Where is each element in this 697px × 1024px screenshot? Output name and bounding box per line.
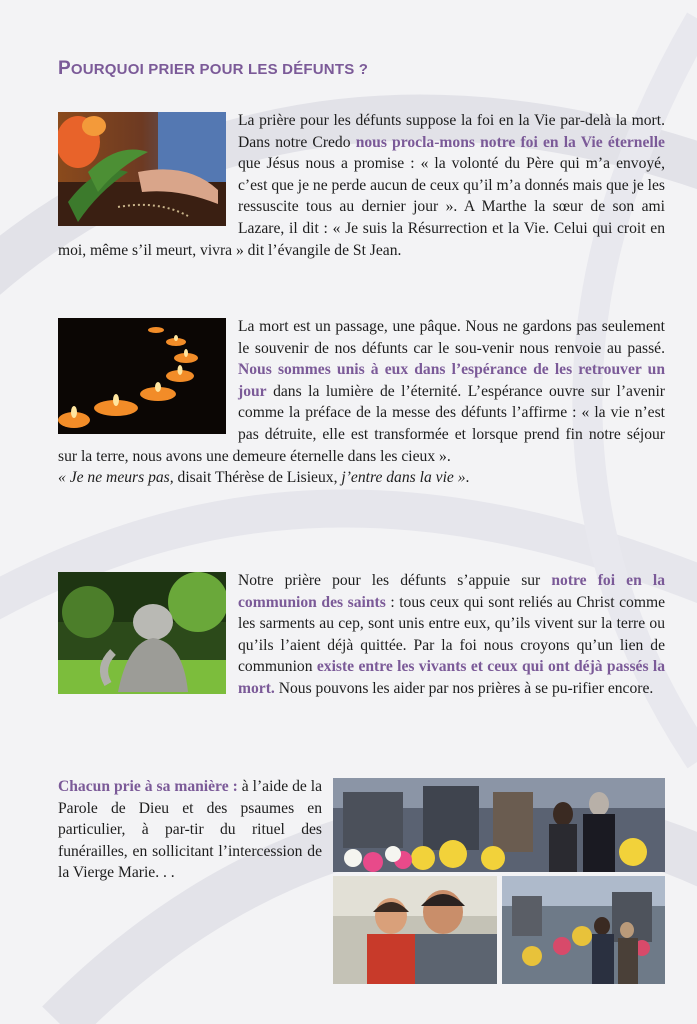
photo-candles [58, 318, 226, 434]
title-initial: P [58, 58, 71, 79]
highlight-communion: notre foi en la communion des saints [238, 572, 665, 611]
section-2: La mort est un passage, une pâque. Nous ne gardons pas seulement le souvenir de nos défunts car le sou-venir nous renvoie au passé. Nous sommes unis à eux dans l’espérance de les retrouver un jour dans la lumière de l’éternité. L’espérance ouvre sur l’avenir comme la préface de la messe des défunts l’affirme : « la vie n’est pas détruite, elle est transformée et lorsque prend fin notre séjour sur la terre, nous avons une demeure éternelle dans les cieux ». « Je ne meurs pas, disait Thérèse de Lisieux, j’entre dans la vie ». [58, 316, 665, 489]
page-title [58, 58, 368, 80]
title-rest: OURQUOI PRIER POUR LES DÉFUNTS ? [70, 61, 369, 78]
section-1: La prière pour les défunts suppose la foi en la Vie par-delà la mort. Dans notre Credo nous procla-mons notre foi en la Vie éternelle que Jésus nous a promise : « la volonté du Père qui m’a envoyé, c’est que je ne perde aucun de ceux qu’il m’a donnés mais que je les ressuscite tous au dernier jour ». A Marthe la sœur de son ami Lazare, il dit : « Je suis la Résurrection et la Vie. Celui qui croit en moi, même s’il meurt, vivra » dit l’évangile de St Jean. [58, 112, 665, 259]
photo-cemetery-couple [333, 778, 665, 872]
section-3: Notre prière pour les défunts s’appuie sur notre foi en la communion des saints : tous ceux qui sont reliés au Christ comme les sarments au cep, sont unis entre eux, qu’ils vivent sur la terre ou qu’ils l’aient déjà quittée. Par la foi nous croyons qu’un lien de communion existe entre les vivants et ceux qui ont déjà passés la mort. Nous pouvons les aider par nos prières à se pu-rifier encore. [58, 570, 665, 700]
section-4: Chacun prie à sa manière : à l’aide de la Parole de Dieu et des psaumes en particulier, à par-tir du rituel des funérailles, en sollicitant l’intercession de la Vierge Marie. . . [58, 778, 323, 882]
highlight-link: existe entre les vivants et ceux qui ont déjà passés la mort. [238, 658, 665, 697]
photo-rosary-hands [58, 112, 226, 226]
photo-angel-statue [58, 572, 226, 694]
highlight-hope: Nous sommes unis à eux dans l’espérance de les retrouver un jour [238, 361, 665, 400]
highlight-faith: nous procla-mons notre foi en la Vie éternelle [355, 133, 665, 151]
highlight-each-prays: Chacun prie à sa manière : [58, 778, 238, 795]
photo-cemetery-people [502, 876, 665, 984]
photo-father-child [333, 876, 497, 984]
therese-quote: « Je ne meurs pas, disait Thérèse de Lisieux, j’entre dans la vie ». [58, 469, 470, 487]
